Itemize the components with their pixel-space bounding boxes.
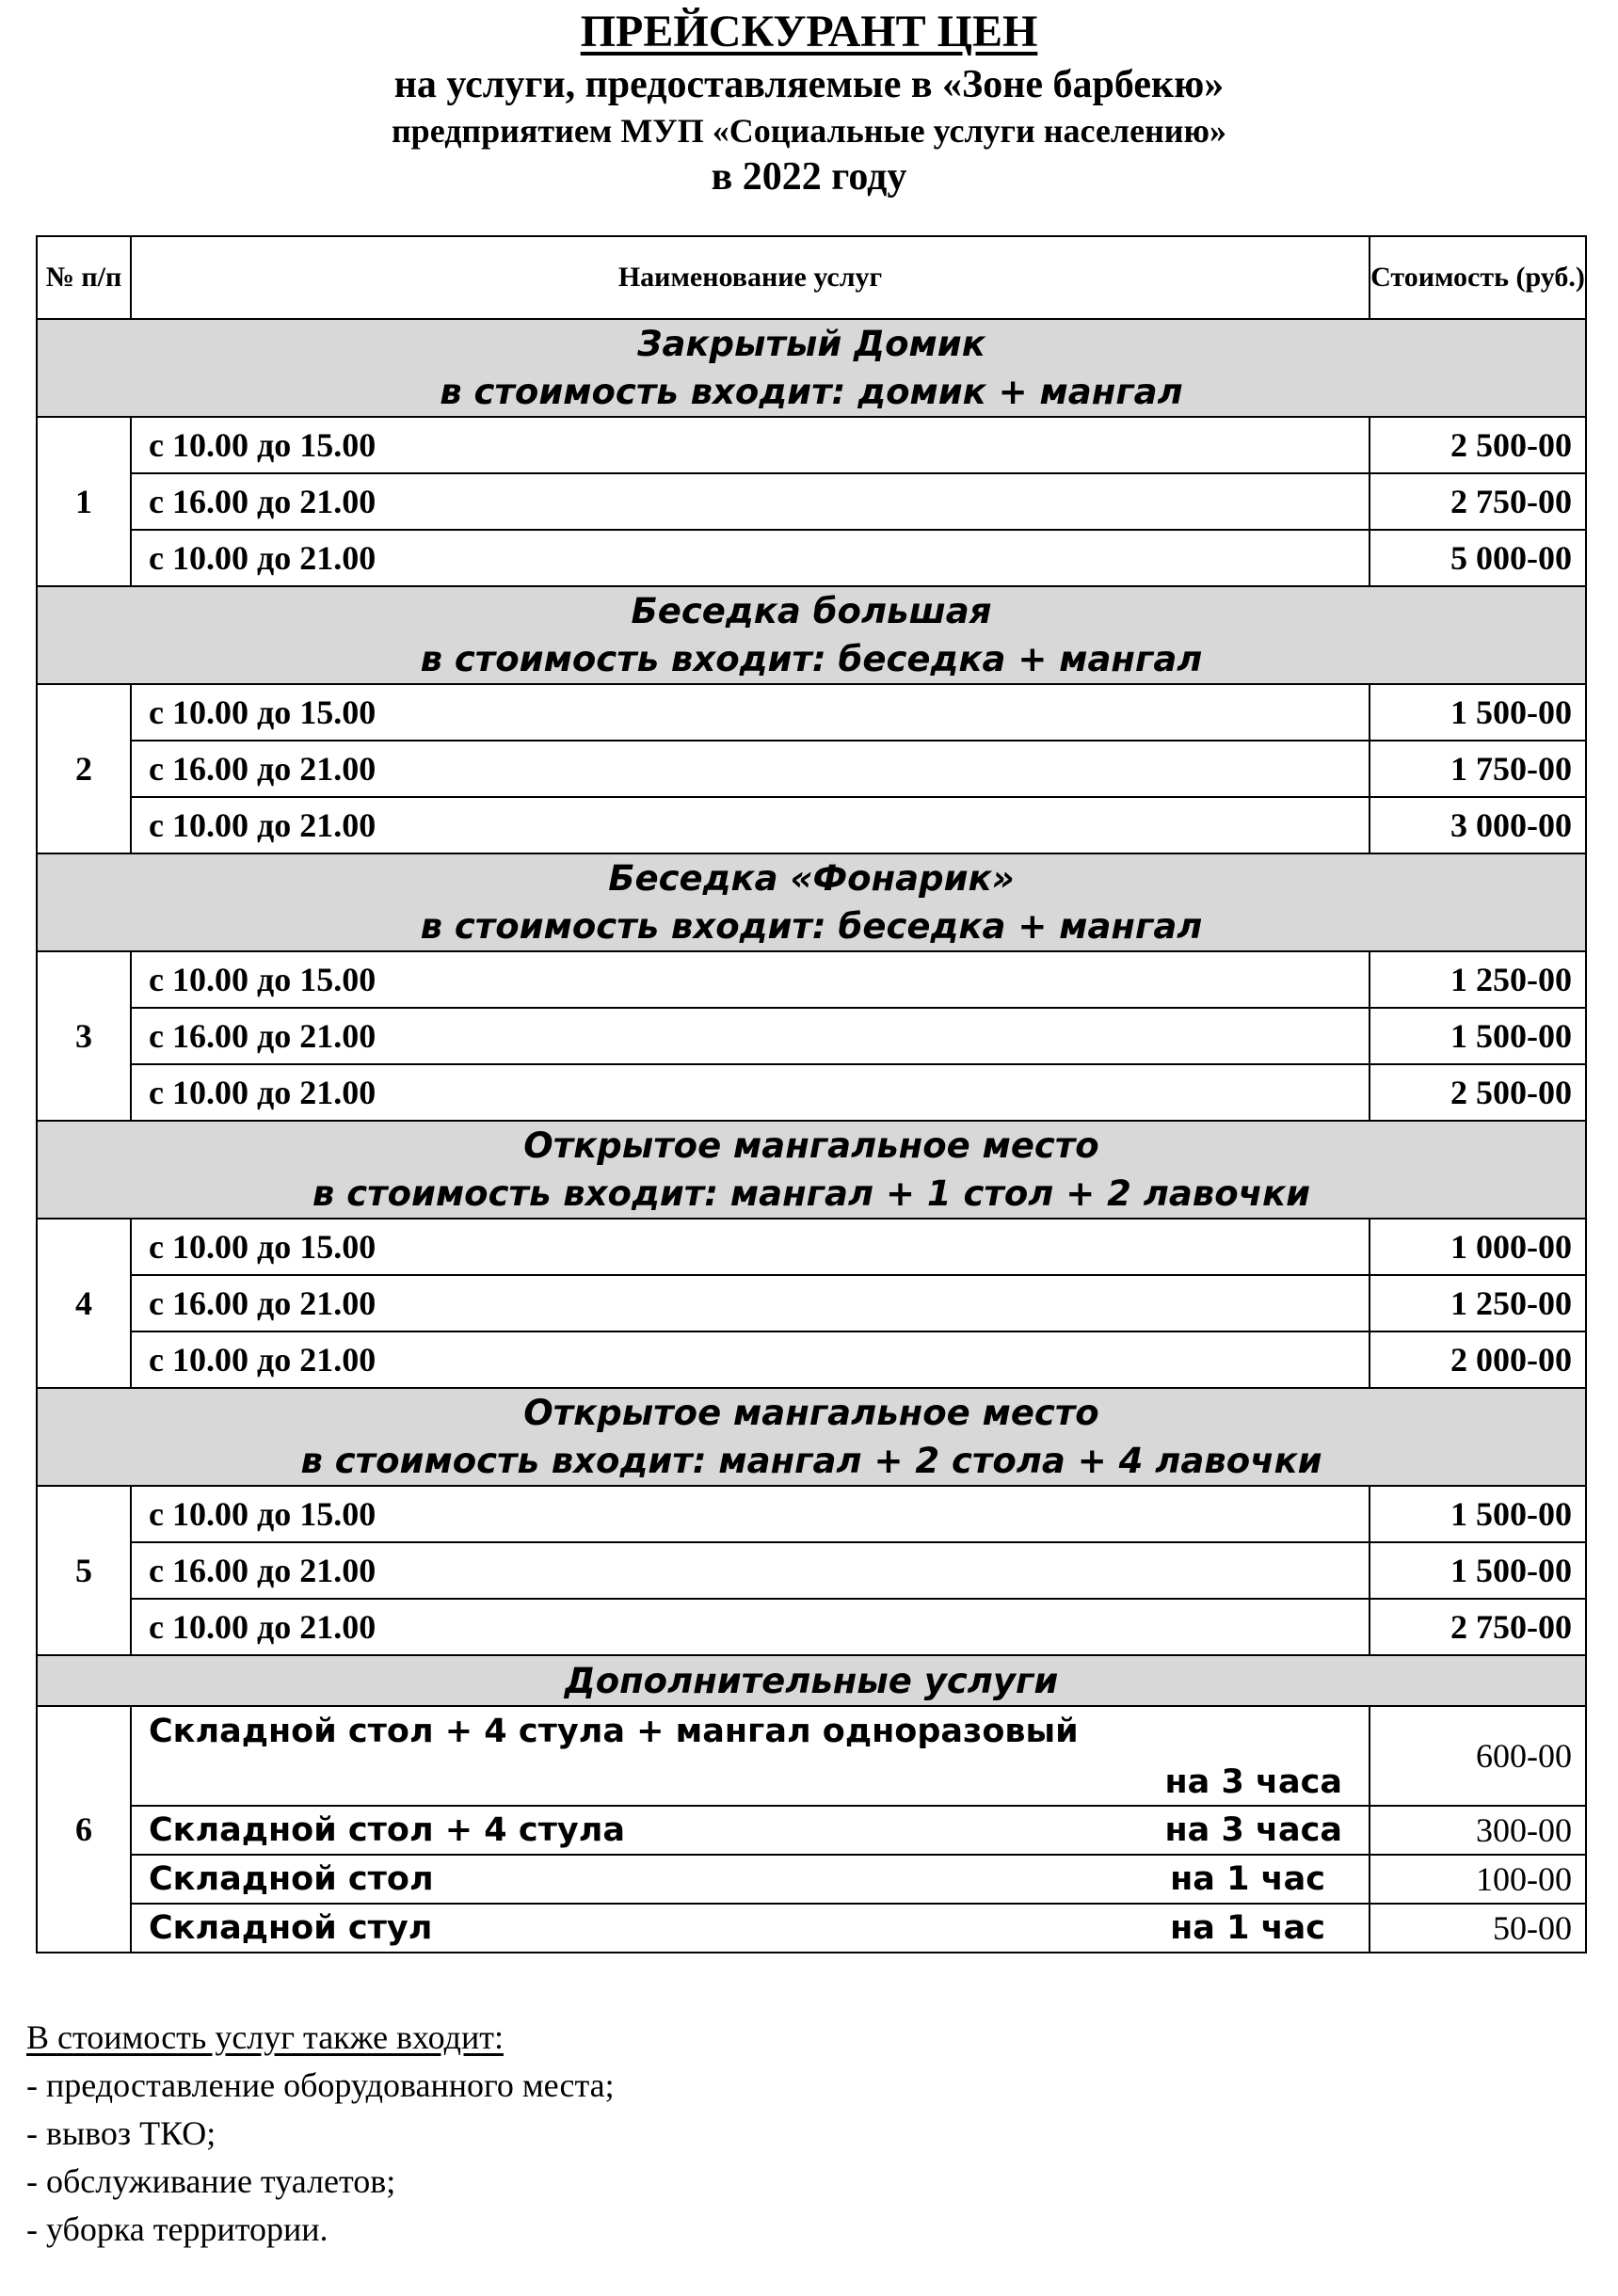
section-subtitle: в стоимость входит: мангал + 1 стол + 2 лавочки [312,1173,1311,1214]
table-row [37,1706,1586,1806]
table-row [37,951,1586,1008]
table-row [37,1904,1586,1953]
table-row [37,1806,1586,1855]
time-slot: с 10.00 до 21.00 [131,1331,1370,1388]
price-cell: 1 000-00 [1370,1219,1586,1275]
section-header-row [37,853,1586,951]
section-header-row [37,1388,1586,1486]
price-cell: 1 500-00 [1370,1008,1586,1064]
extra-service-name [131,1806,1370,1855]
duration-label: на 3 часа [1164,1763,1342,1801]
column-header-number: № п/п [37,236,131,319]
time-slot: с 10.00 до 15.00 [131,1486,1370,1542]
page-title: ПРЕЙСКУРАНТ ЦЕН [580,7,1038,56]
table-header-row [37,236,1586,319]
time-slot: с 10.00 до 21.00 [131,797,1370,853]
table-row [37,684,1586,741]
section-subtitle: в стоимость входит: беседка + мангал [420,639,1203,679]
table-row [37,797,1586,853]
price-cell: 1 500-00 [1370,1542,1586,1599]
time-slot: с 10.00 до 15.00 [131,1219,1370,1275]
time-slot: с 10.00 до 15.00 [131,951,1370,1008]
price-cell: 1 500-00 [1370,1486,1586,1542]
section-title: Дополнительные услуги [37,1655,1586,1706]
item-number: 6 [37,1706,131,1953]
section-header [37,586,1586,684]
extra-service-label: Складной стол + 4 стула [149,1811,625,1849]
page-subtitle: на услуги, предоставляемые в «Зоне барбекю» [393,63,1225,106]
page-subtitle-year: в 2022 году [711,155,907,199]
price-cell: 600-00 [1370,1706,1586,1806]
price-cell: 5 000-00 [1370,530,1586,586]
item-number: 2 [37,684,131,853]
time-slot: с 16.00 до 21.00 [131,1275,1370,1331]
section-header [37,853,1586,951]
price-cell: 300-00 [1370,1806,1586,1855]
price-cell: 2 750-00 [1370,473,1586,530]
item-number: 4 [37,1219,131,1388]
section-subtitle: в стоимость входит: домик + мангал [440,372,1183,412]
table-row [37,1331,1586,1388]
section-header-row [37,586,1586,684]
table-row [37,1542,1586,1599]
table-row [37,473,1586,530]
item-number: 3 [37,951,131,1121]
section-header [37,1388,1586,1486]
time-slot: с 16.00 до 21.00 [131,473,1370,530]
price-cell: 100-00 [1370,1855,1586,1904]
list-item: - обслуживание туалетов; [26,2162,396,2200]
price-cell: 2 500-00 [1370,1064,1586,1121]
table-row [37,1855,1586,1904]
section-subtitle: в стоимость входит: беседка + мангал [420,906,1203,947]
price-cell: 1 500-00 [1370,684,1586,741]
section-header [37,1121,1586,1219]
notes-heading: В стоимость услуг также входит: [26,2018,504,2056]
table-row [37,741,1586,797]
list-item: - вывоз ТКО; [26,2114,216,2152]
column-header-cost: Стоимость (руб.) [1370,236,1586,319]
time-slot: с 10.00 до 21.00 [131,1064,1370,1121]
time-slot: с 10.00 до 15.00 [131,417,1370,473]
price-table [36,235,1587,1953]
price-cell: 1 750-00 [1370,741,1586,797]
section-header-row [37,1655,1586,1706]
price-cell: 3 000-00 [1370,797,1586,853]
included-services-notes [26,2014,615,2254]
page-subtitle-organization: предприятием МУП «Социальные услуги населению» [391,112,1227,150]
section-header [37,319,1586,417]
extra-service-name [131,1706,1370,1806]
extra-service-name [131,1904,1370,1953]
duration-label: на 1 час [1170,1860,1325,1898]
price-cell: 1 250-00 [1370,951,1586,1008]
duration-label: на 3 часа [1164,1811,1342,1849]
section-subtitle: в стоимость входит: мангал + 2 стола + 4 лавочки [300,1441,1322,1481]
list-item: - уборка территории. [26,2210,328,2248]
section-title: Закрытый Домик [637,324,985,364]
section-title: Беседка большая [631,591,992,631]
price-cell: 1 250-00 [1370,1275,1586,1331]
price-cell: 50-00 [1370,1904,1586,1953]
item-number: 1 [37,417,131,586]
extra-service-label: Складной стол [149,1860,434,1898]
section-title: Открытое мангальное место [523,1125,1099,1166]
table-row [37,417,1586,473]
list-item: - предоставление оборудованного места; [26,2066,615,2104]
column-header-name: Наименование услуг [131,236,1370,319]
duration-label: на 1 час [1170,1909,1325,1947]
time-slot: с 10.00 до 21.00 [131,1599,1370,1655]
table-row [37,1219,1586,1275]
section-header-row [37,1121,1586,1219]
table-row [37,530,1586,586]
price-cell: 2 500-00 [1370,417,1586,473]
table-row [37,1275,1586,1331]
table-row [37,1008,1586,1064]
extra-service-label: Складной стол + 4 стула + мангал одноразовый [149,1713,1079,1750]
time-slot: с 16.00 до 21.00 [131,1542,1370,1599]
section-title: Беседка «Фонарик» [608,858,1015,899]
section-header-row [37,319,1586,417]
time-slot: с 10.00 до 15.00 [131,684,1370,741]
section-title: Открытое мангальное место [523,1393,1099,1433]
price-cell: 2 000-00 [1370,1331,1586,1388]
time-slot: с 16.00 до 21.00 [131,741,1370,797]
extra-service-name [131,1855,1370,1904]
table-row [37,1486,1586,1542]
extra-service-label: Складной стул [149,1909,433,1947]
price-cell: 2 750-00 [1370,1599,1586,1655]
table-row [37,1064,1586,1121]
item-number: 5 [37,1486,131,1655]
time-slot: с 16.00 до 21.00 [131,1008,1370,1064]
time-slot: с 10.00 до 21.00 [131,530,1370,586]
table-row [37,1599,1586,1655]
